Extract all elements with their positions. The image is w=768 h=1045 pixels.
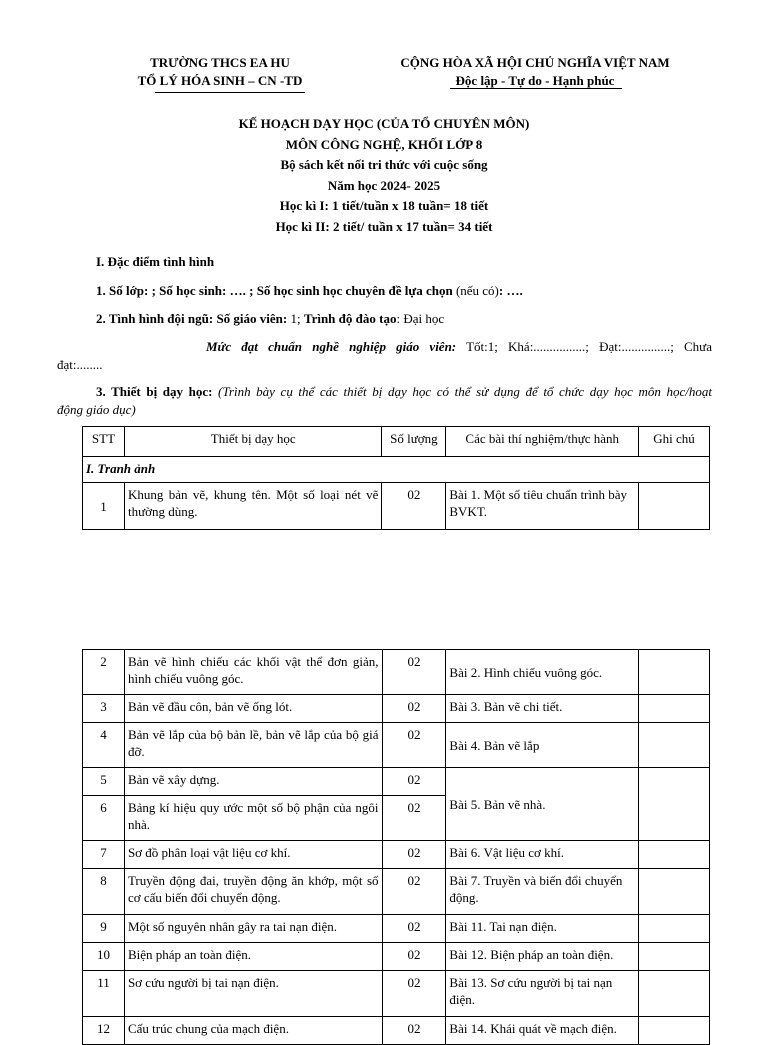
- row-stt: 11: [83, 971, 125, 1017]
- row-note: [639, 1017, 710, 1045]
- country-name: CỘNG HÒA XÃ HỘI CHỦ NGHĨA VIỆT NAM: [400, 55, 670, 70]
- row-qty: 02: [382, 971, 446, 1017]
- row-stt: 9: [83, 915, 125, 943]
- school-name: TRƯỜNG THCS EA HU: [150, 55, 290, 70]
- para-standard-label: Mức đạt chuẩn nghề nghiệp giáo viên:: [206, 339, 457, 354]
- row-lesson: Bài 12. Biện pháp an toàn điện.: [446, 943, 639, 971]
- para-classes: [96, 282, 523, 300]
- row-note: [639, 723, 710, 768]
- row-device: Bản vẽ xây dựng.: [124, 768, 382, 796]
- title-book: Bộ sách kết nối tri thức với cuộc sống: [280, 157, 488, 172]
- row-qty: 02: [382, 1017, 446, 1045]
- row-lesson: Bài 5. Bản vẽ nhà.: [446, 768, 639, 841]
- row-stt: 8: [83, 869, 125, 915]
- row-note: [639, 768, 710, 841]
- row-device: Bản vẽ lắp của bộ bản lề, bản vẽ lắp của bộ giá đỡ.: [124, 723, 382, 768]
- table-row: [83, 1017, 710, 1045]
- row-note: [639, 971, 710, 1017]
- para-classes-label: 1. Số lớp: ; Số học sinh: …. ; Số học sinh học chuyên đề lựa chọn: [96, 283, 453, 298]
- title-term2: Học kì II: 2 tiết/ tuần x 17 tuần= 34 tiết: [275, 218, 493, 234]
- para-equipment-desc: (Trình bày cụ thể các thiết bị dạy học có thể sử dụng để tổ chức dạy học môn học/hoạt: [212, 384, 713, 399]
- row-lesson: Bài 11. Tai nạn điện.: [446, 915, 639, 943]
- row-device: Một số nguyên nhân gây ra tai nạn điện.: [124, 915, 382, 943]
- row-note: [639, 650, 710, 695]
- row-qty: 02: [382, 483, 446, 530]
- row-lesson: Bài 7. Truyền và biến đổi chuyển động.: [446, 869, 639, 915]
- title-subject: MÔN CÔNG NGHỆ, KHỐI LỚP 8: [285, 136, 483, 152]
- row-lesson: Bài 3. Bản vẽ chi tiết.: [446, 695, 639, 723]
- row-device: Bảng kí hiệu quy ước một số bộ phận của ngôi nhà.: [124, 796, 382, 841]
- row-device: Bản vẽ đầu côn, bản vẽ ống lót.: [124, 695, 382, 723]
- row-qty: 02: [382, 650, 446, 695]
- row-stt: 4: [83, 723, 125, 768]
- para-standard-values: Tốt:1; Khá:................; Đạt:...............; Chưa: [456, 339, 712, 354]
- header-stt: STT: [83, 427, 125, 457]
- para-standard-line2: đạt:........: [57, 357, 103, 372]
- row-device: Biện pháp an toàn điện.: [124, 943, 382, 971]
- row-stt: 7: [83, 841, 125, 869]
- row-device: Khung bản vẽ, khung tên. Một số loại nét vẽ thường dùng.: [124, 483, 381, 530]
- para-staff-count: 1;: [287, 311, 304, 326]
- header-left-underline: [155, 92, 305, 93]
- row-stt: 10: [83, 943, 125, 971]
- row-qty: 02: [382, 768, 446, 796]
- row-qty: 02: [382, 796, 446, 841]
- para-staff: [96, 310, 444, 328]
- row-device: Bản vẽ hình chiếu các khối vật thể đơn giản, hình chiếu vuông góc.: [124, 650, 382, 695]
- table-row: [83, 723, 710, 768]
- row-stt: 6: [83, 796, 125, 841]
- title-year: Năm học 2024- 2025: [327, 177, 441, 193]
- row-note: [639, 483, 710, 530]
- row-lesson: Bài 2. Hình chiếu vuông góc.: [446, 650, 639, 695]
- row-qty: 02: [382, 695, 446, 723]
- row-lesson: Bài 14. Khái quát về mạch điện.: [446, 1017, 639, 1045]
- section-heading: I. Đặc điểm tình hình: [96, 254, 215, 269]
- para-staff-degree: : Đại học: [396, 311, 445, 326]
- row-device: Cấu trúc chung của mạch điện.: [124, 1017, 382, 1045]
- row-note: [639, 841, 710, 869]
- row-stt: 2: [83, 650, 125, 695]
- para-classes-tail: : ….: [498, 283, 523, 298]
- title-plan: KẾ HOẠCH DẠY HỌC (CỦA TỔ CHUYÊN MÔN): [238, 116, 530, 131]
- table-row: [83, 650, 710, 695]
- table-row: [83, 695, 710, 723]
- header-note: Ghi chú: [639, 427, 710, 457]
- row-qty: 02: [382, 943, 446, 971]
- group-name: TỔ LÝ HÓA SINH – CN -TD: [137, 73, 303, 88]
- table-header-row: [83, 427, 710, 457]
- row-lesson: Bài 4. Bản vẽ lắp: [446, 723, 639, 768]
- row-note: [639, 943, 710, 971]
- row-qty: 02: [382, 841, 446, 869]
- para-equipment-label: 3. Thiết bị dạy học:: [96, 384, 213, 399]
- table-row: [83, 869, 710, 915]
- para-equipment: [96, 383, 712, 401]
- national-header: [380, 54, 690, 90]
- table-row: [83, 483, 710, 530]
- document-titles: [0, 114, 768, 237]
- table-row: [83, 943, 710, 971]
- row-note: [639, 695, 710, 723]
- row-device: Sơ cứu người bị tai nạn điện.: [124, 971, 382, 1017]
- row-note: [639, 869, 710, 915]
- row-device: Sơ đồ phân loại vật liệu cơ khí.: [124, 841, 382, 869]
- row-stt: 5: [83, 768, 125, 796]
- row-lesson: Bài 13. Sơ cứu người bị tai nạn điện.: [446, 971, 639, 1017]
- title-term1: Học kì I: 1 tiết/tuần x 18 tuần= 18 tiết: [279, 198, 489, 213]
- row-device: Truyền động đai, truyền động ăn khớp, một số cơ cấu biến đổi chuyển động.: [124, 869, 382, 915]
- header-device: Thiết bị dạy học: [124, 427, 381, 457]
- school-header: [95, 54, 345, 90]
- row-lesson: Bài 6. Vật liệu cơ khí.: [446, 841, 639, 869]
- table-group-row: [83, 457, 710, 483]
- table-row: [83, 971, 710, 1017]
- header-right-underline: [450, 88, 622, 89]
- table-row: [83, 768, 710, 796]
- header-qty: Số lượng: [382, 427, 446, 457]
- row-stt: 12: [83, 1017, 125, 1045]
- row-lesson: Bài 1. Một số tiêu chuẩn trình bày BVKT.: [446, 483, 639, 530]
- row-stt: 3: [83, 695, 125, 723]
- para-standard: [206, 338, 712, 356]
- row-qty: 02: [382, 915, 446, 943]
- motto: Độc lập - Tự do - Hạnh phúc: [455, 73, 615, 88]
- para-equipment-line2: động giáo dục): [57, 402, 136, 417]
- table-row: [83, 915, 710, 943]
- row-stt: 1: [83, 483, 125, 530]
- row-qty: 02: [382, 723, 446, 768]
- header-lesson: Các bài thí nghiệm/thực hành: [446, 427, 639, 457]
- table-row: [83, 841, 710, 869]
- group-label: I. Tranh ảnh: [83, 457, 710, 483]
- row-note: [639, 915, 710, 943]
- equipment-table-page2: [82, 649, 710, 1045]
- para-staff-degree-label: Trình độ đào tạo: [303, 311, 397, 326]
- para-staff-label: 2. Tình hình đội ngũ: Số giáo viên:: [96, 311, 288, 326]
- row-qty: 02: [382, 869, 446, 915]
- equipment-table-page1: [82, 426, 710, 530]
- para-classes-note: (nếu có): [452, 283, 499, 298]
